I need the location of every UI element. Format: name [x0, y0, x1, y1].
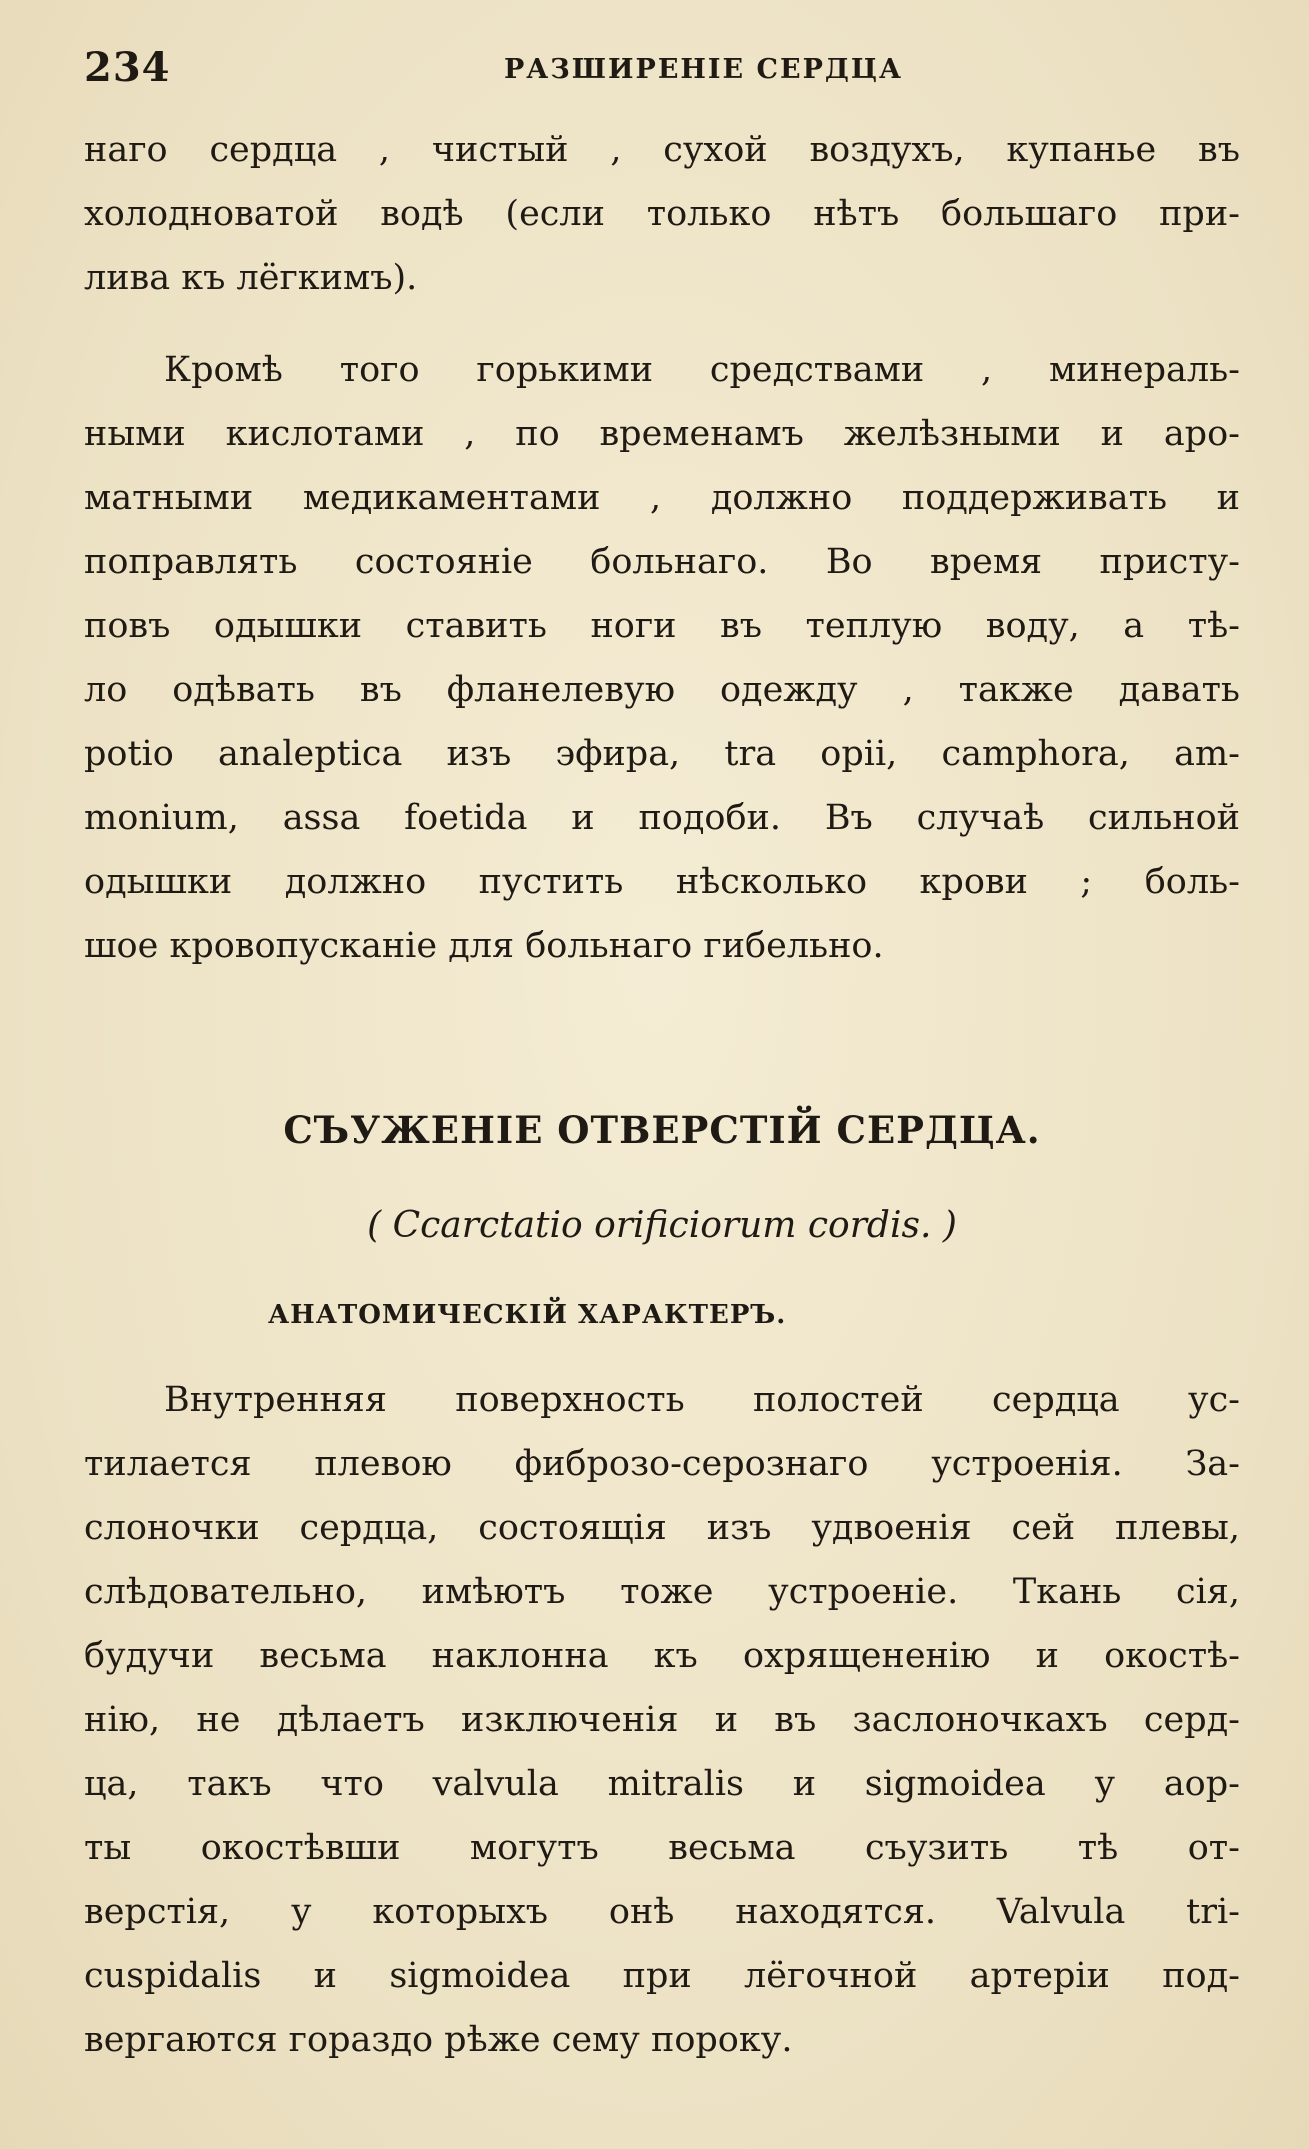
- text-line: шое кровопусканіе для больнаго гибельно.: [84, 926, 884, 966]
- text-line: слѣдовательно, имѣютъ тоже устроеніе. Ткань сія,: [84, 1572, 1240, 1612]
- subheading: АНАТОМИЧЕСКІЙ ХАРАКТЕРЪ.: [268, 1300, 787, 1330]
- text-line: ты окостѣвши могутъ весьма съузить тѣ от-: [84, 1828, 1240, 1868]
- running-title: РАЗШИРЕНІЕ СЕРДЦА: [504, 54, 903, 85]
- text-line: вергаются гораздо рѣже сему пороку.: [84, 2020, 793, 2060]
- latin-subtitle: ( Ccarctatio orificiorum cordis. ): [367, 1205, 957, 1246]
- text-line: ца, такъ что valvula mitralis и sigmoidea у аор-: [84, 1764, 1240, 1804]
- section-title: СЪУЖЕНІЕ ОТВЕРСТІЙ СЕРДЦА.: [283, 1108, 1041, 1152]
- text-line: холодноватой водѣ (если только нѣтъ большаго при-: [84, 194, 1240, 234]
- paragraph-treatment: [84, 338, 1240, 978]
- text-line: тилается плевою фиброзо-серознаго устроенія. За-: [84, 1444, 1240, 1484]
- paragraph-anatomy: [84, 1368, 1240, 2072]
- text-line: ло одѣвать въ фланелевую одежду , также давать: [84, 670, 1240, 710]
- text-line: potio analeptica изъ эфира, tra opii, camphora, am-: [84, 734, 1240, 774]
- text-line: будучи весьма наклонна къ охрящененію и окостѣ-: [84, 1636, 1240, 1676]
- text-line: наго сердца , чистый , сухой воздухъ, купанье въ: [84, 130, 1240, 170]
- paragraph-continuation: [84, 118, 1240, 310]
- page-header: [84, 44, 1240, 94]
- text-line: Внутренняя поверхность полостей сердца ус-: [164, 1380, 1240, 1420]
- text-line: нію, не дѣлаетъ изключенія и въ заслоночкахъ серд-: [84, 1700, 1240, 1740]
- page-number: 234: [84, 44, 171, 91]
- text-line: верстія, у которыхъ онѣ находятся. Valvula tri-: [84, 1892, 1240, 1932]
- text-line: ными кислотами , по временамъ желѣзными и аро-: [84, 414, 1240, 454]
- text-line: повъ одышки ставить ноги въ теплую воду, а тѣ-: [84, 606, 1240, 646]
- text-line: monium, assa foetida и подоби. Въ случаѣ сильной: [84, 798, 1240, 838]
- text-line: одышки должно пустить нѣсколько крови ; боль-: [84, 862, 1240, 902]
- text-line: поправлять состояніе больнаго. Во время присту-: [84, 542, 1240, 582]
- text-line: лива къ лёгкимъ).: [84, 258, 418, 298]
- text-line: слоночки сердца, состоящія изъ удвоенія сей плевы,: [84, 1508, 1240, 1548]
- text-line: cuspidalis и sigmoidea при лёгочной артеріи под-: [84, 1956, 1240, 1996]
- text-line: матными медикаментами , должно поддерживать и: [84, 478, 1240, 518]
- text-line: Кромѣ того горькими средствами , минераль-: [164, 350, 1240, 390]
